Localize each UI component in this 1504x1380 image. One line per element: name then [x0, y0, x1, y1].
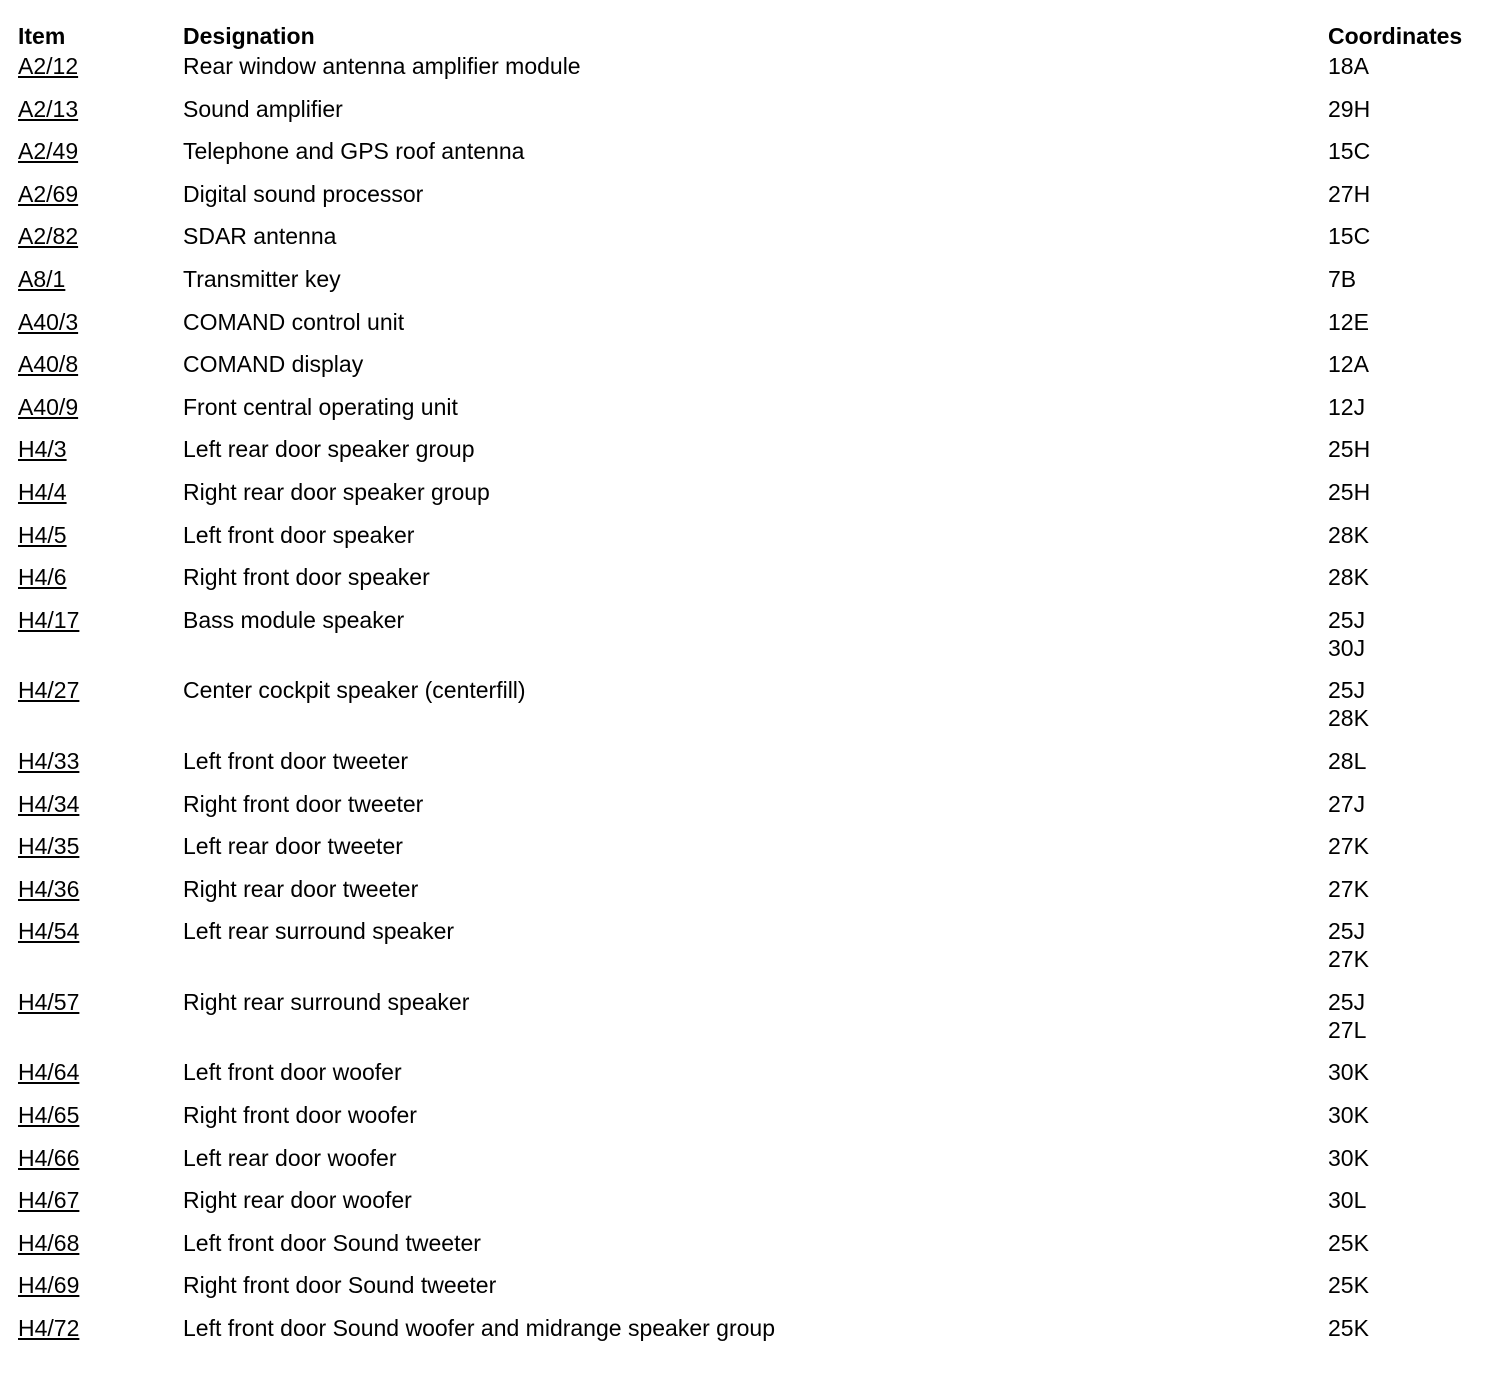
item-column-header: Item [18, 23, 66, 49]
designation-cell: Right rear door speaker group [183, 478, 490, 505]
coordinate-value: 25J [1328, 606, 1366, 633]
designation-cell: Transmitter key [183, 265, 341, 292]
coordinates-cell [1328, 1314, 1369, 1342]
coordinates-cell [1328, 563, 1369, 591]
coordinate-value: 27K [1328, 875, 1369, 902]
coordinates-cell [1328, 606, 1365, 662]
coordinates-cell [1328, 308, 1369, 336]
coordinates-cell [1328, 917, 1369, 973]
item-cell [18, 747, 79, 775]
item-link[interactable]: H4/66 [18, 1144, 80, 1171]
item-link[interactable]: H4/5 [18, 521, 67, 548]
coordinates-cell [1328, 435, 1370, 463]
coordinates-cell [1328, 875, 1369, 903]
designation-cell: COMAND control unit [183, 308, 405, 335]
designation-cell: Right front door woofer [183, 1102, 417, 1129]
item-link[interactable]: H4/33 [18, 747, 80, 774]
item-link[interactable]: H4/65 [18, 1102, 80, 1129]
designation-cell: Left rear door tweeter [183, 833, 403, 860]
item-link[interactable]: A2/49 [18, 138, 79, 165]
item-cell [18, 875, 79, 903]
designation-cell: Right rear door woofer [183, 1187, 412, 1214]
table-row [0, 52, 1504, 95]
item-cell [18, 1186, 79, 1214]
item-cell [18, 308, 78, 336]
item-cell [18, 265, 65, 293]
designation-cell: Right front door Sound tweeter [183, 1272, 497, 1299]
coordinates-cell [1328, 180, 1370, 208]
coordinate-value: 12E [1328, 308, 1369, 335]
designation-cell: Left front door speaker [183, 521, 415, 548]
table-row [0, 606, 1504, 677]
designation-cell: Rear window antenna amplifier module [183, 53, 581, 79]
item-cell [18, 1314, 79, 1342]
coordinate-value: 25J [1328, 918, 1366, 945]
table-row [0, 790, 1504, 833]
designation-cell: Bass module speaker [183, 606, 405, 633]
coordinates-cell [1328, 350, 1369, 378]
coordinates-cell [1328, 790, 1365, 818]
table-row [0, 1229, 1504, 1272]
coordinates-cell [1328, 222, 1370, 250]
item-cell [18, 790, 79, 818]
item-cell [18, 1229, 79, 1257]
item-link[interactable]: H4/4 [18, 478, 67, 505]
item-cell [18, 137, 78, 165]
item-link[interactable]: H4/35 [18, 833, 80, 860]
coordinates-cell [1328, 52, 1369, 80]
coordinates-cell [1328, 137, 1370, 165]
coordinate-value: 28K [1328, 705, 1369, 732]
coordinate-value: 15C [1328, 138, 1371, 165]
table-row [0, 747, 1504, 790]
item-cell [18, 1101, 79, 1129]
item-link[interactable]: H4/3 [18, 436, 67, 463]
coordinates-cell [1328, 393, 1365, 421]
coordinates-cell [1328, 95, 1370, 123]
designation-cell: Sound amplifier [183, 95, 343, 122]
designation-cell: Left front door Sound tweeter [183, 1229, 481, 1256]
item-cell [18, 676, 79, 704]
table-row [0, 1058, 1504, 1101]
coordinates-cell [1328, 1101, 1369, 1129]
table-row [0, 1271, 1504, 1314]
designation-cell: Center cockpit speaker (centerfill) [183, 677, 526, 704]
item-link[interactable]: A2/82 [18, 223, 79, 250]
table-row [0, 563, 1504, 606]
coordinate-value: 27K [1328, 833, 1369, 860]
item-cell [18, 435, 67, 463]
item-link[interactable]: H4/67 [18, 1187, 80, 1214]
item-cell [18, 563, 67, 591]
table-header [0, 20, 1504, 52]
designation-cell: Right front door speaker [183, 564, 430, 591]
item-link[interactable]: H4/54 [18, 918, 80, 945]
coordinates-cell [1328, 1058, 1369, 1086]
item-link[interactable]: A2/12 [18, 53, 79, 79]
item-cell [18, 393, 78, 421]
coordinate-value: 28K [1328, 521, 1369, 548]
item-link[interactable]: A2/69 [18, 180, 79, 207]
designation-cell: Left front door Sound woofer and midrange speaker group [183, 1315, 775, 1342]
table-row [0, 988, 1504, 1059]
coordinates-cell [1328, 1186, 1366, 1214]
designation-cell: Right rear door tweeter [183, 875, 419, 902]
designation-cell: Left rear door woofer [183, 1144, 397, 1171]
coordinate-value: 27H [1328, 180, 1371, 207]
item-link[interactable]: A40/3 [18, 308, 79, 335]
item-link[interactable]: A40/8 [18, 351, 79, 378]
item-link[interactable]: H4/64 [18, 1059, 80, 1086]
designation-cell: Left rear door speaker group [183, 436, 475, 463]
coordinate-value: 25H [1328, 436, 1371, 463]
item-cell [18, 917, 79, 945]
item-cell [18, 1271, 79, 1299]
designation-cell: Left rear surround speaker [183, 918, 455, 945]
coordinate-value: 25K [1328, 1315, 1369, 1342]
item-cell [18, 1058, 79, 1086]
item-cell [18, 222, 78, 250]
designation-cell: COMAND display [183, 351, 364, 378]
coordinate-value: 12J [1328, 393, 1366, 420]
coordinate-value: 30K [1328, 1102, 1369, 1129]
item-cell [18, 350, 78, 378]
item-link[interactable]: A2/13 [18, 95, 79, 122]
table-row [0, 917, 1504, 988]
item-cell [18, 180, 78, 208]
designation-cell: Left front door woofer [183, 1059, 402, 1086]
item-cell [18, 988, 79, 1016]
table-row [0, 676, 1504, 747]
coordinates-cell [1328, 1144, 1369, 1172]
coordinate-value: 7B [1328, 265, 1357, 292]
designation-cell: SDAR antenna [183, 223, 337, 250]
item-link[interactable]: H4/17 [18, 606, 80, 633]
coordinate-value: 28L [1328, 747, 1367, 774]
item-link[interactable]: H4/6 [18, 564, 67, 591]
coordinate-value: 27L [1328, 1016, 1367, 1043]
coordinate-value: 25J [1328, 988, 1366, 1015]
table-row [0, 478, 1504, 521]
table-row [0, 308, 1504, 351]
item-cell [18, 832, 79, 860]
table-row [0, 180, 1504, 223]
table-row [0, 1101, 1504, 1144]
table-row [0, 350, 1504, 393]
item-cell [18, 95, 78, 123]
table-row [0, 1186, 1504, 1229]
item-link[interactable]: H4/36 [18, 875, 80, 902]
coordinate-value: 25J [1328, 677, 1366, 704]
designation-cell: Left front door tweeter [183, 747, 409, 774]
coordinates-cell [1328, 1229, 1369, 1257]
item-link[interactable]: H4/57 [18, 988, 80, 1015]
table-body [0, 52, 1504, 1357]
coordinate-value: 27J [1328, 790, 1366, 817]
item-cell [18, 606, 79, 634]
table-row [0, 137, 1504, 180]
coordinates-cell [1328, 1271, 1369, 1299]
item-link[interactable]: H4/68 [18, 1229, 80, 1256]
designation-cell: Right front door tweeter [183, 790, 424, 817]
table-row [0, 95, 1504, 138]
table-row [0, 521, 1504, 564]
coordinate-value: 30J [1328, 634, 1366, 661]
coordinate-value: 12A [1328, 351, 1369, 378]
table-row [0, 1144, 1504, 1187]
item-link[interactable]: A40/9 [18, 393, 79, 420]
table-row [0, 265, 1504, 308]
coordinates-cell [1328, 832, 1369, 860]
coordinates-column-header: Coordinates [1328, 23, 1463, 49]
coordinate-value: 30K [1328, 1144, 1369, 1171]
table-row [0, 832, 1504, 875]
item-link[interactable]: H4/34 [18, 790, 80, 817]
coordinates-cell [1328, 478, 1370, 506]
coordinates-cell [1328, 521, 1369, 549]
coordinate-value: 30L [1328, 1187, 1367, 1214]
designation-cell: Digital sound processor [183, 180, 424, 207]
item-link[interactable]: H4/69 [18, 1272, 80, 1299]
designation-cell: Right rear surround speaker [183, 988, 470, 1015]
table-row [0, 435, 1504, 478]
coordinate-value: 18A [1328, 53, 1369, 79]
table-row [0, 1314, 1504, 1357]
coordinate-value: 25K [1328, 1229, 1369, 1256]
designation-column-header: Designation [183, 23, 315, 49]
coordinate-value: 25H [1328, 478, 1371, 505]
item-cell [18, 1144, 79, 1172]
coordinate-value: 27K [1328, 946, 1369, 973]
coordinate-value: 29H [1328, 95, 1371, 122]
designation-cell: Telephone and GPS roof antenna [183, 138, 525, 165]
coordinate-value: 30K [1328, 1059, 1369, 1086]
item-link[interactable]: H4/72 [18, 1315, 80, 1342]
item-link[interactable]: H4/27 [18, 677, 80, 704]
table-row [0, 393, 1504, 436]
item-cell [18, 478, 67, 506]
coordinates-cell [1328, 676, 1369, 732]
coordinates-cell [1328, 265, 1356, 293]
table-row [0, 222, 1504, 265]
coordinates-cell [1328, 988, 1366, 1044]
item-cell [18, 521, 67, 549]
designation-cell: Front central operating unit [183, 393, 458, 420]
item-cell [18, 52, 78, 80]
table-row [0, 875, 1504, 918]
coordinates-cell [1328, 747, 1366, 775]
coordinate-value: 25K [1328, 1272, 1369, 1299]
coordinate-value: 28K [1328, 564, 1369, 591]
item-link[interactable]: A8/1 [18, 265, 66, 292]
coordinate-value: 15C [1328, 223, 1371, 250]
